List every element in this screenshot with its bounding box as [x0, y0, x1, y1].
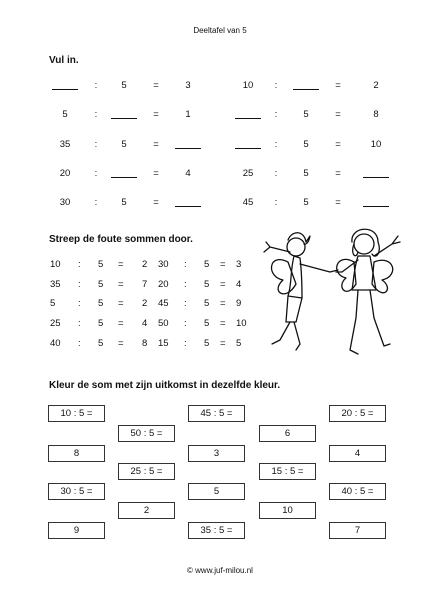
- exercise-token: :: [274, 109, 278, 120]
- sum-token: =: [220, 279, 226, 290]
- exercise-token: 5: [121, 80, 127, 91]
- sum-token: 8: [142, 338, 148, 349]
- match-box[interactable]: 20 : 5 =: [329, 405, 386, 422]
- sum-token: =: [118, 318, 124, 329]
- exercise-token: =: [153, 109, 159, 120]
- exercise-token: =: [153, 197, 159, 208]
- exercise-token: 5: [62, 109, 68, 120]
- exercise-token: =: [335, 168, 341, 179]
- answer-blank[interactable]: [52, 89, 78, 90]
- sum-token: 4: [236, 279, 242, 290]
- exercise-token: :: [94, 197, 98, 208]
- page-title: Deeltafel van 5: [193, 26, 247, 35]
- exercise-token: :: [94, 80, 98, 91]
- sum-token: =: [118, 298, 124, 309]
- exercise-token: 5: [303, 168, 309, 179]
- sum-token: 7: [142, 279, 148, 290]
- sum-token: 15: [158, 338, 169, 349]
- sum-token: 5: [98, 338, 104, 349]
- match-box[interactable]: 7: [329, 522, 386, 539]
- sum-token: :: [184, 318, 187, 329]
- match-box[interactable]: 45 : 5 =: [188, 405, 245, 422]
- sum-token: 5: [204, 259, 210, 270]
- sum-token: =: [118, 259, 124, 270]
- answer-blank[interactable]: [363, 206, 389, 207]
- exercise-token: =: [335, 80, 341, 91]
- answer-blank[interactable]: [235, 118, 261, 119]
- sum-token: 5: [236, 338, 242, 349]
- sum-token: 2: [142, 259, 148, 270]
- sum-token: :: [78, 259, 81, 270]
- footer-copyright: © www.juf-milou.nl: [187, 566, 253, 575]
- sum-token: :: [78, 338, 81, 349]
- match-box[interactable]: 8: [48, 445, 105, 462]
- sum-token: =: [118, 279, 124, 290]
- exercise-token: :: [94, 168, 98, 179]
- exercise-token: 5: [303, 197, 309, 208]
- sum-token: 5: [204, 318, 210, 329]
- sum-token: 5: [50, 298, 56, 309]
- sum-token: 2: [142, 298, 148, 309]
- answer-blank[interactable]: [111, 177, 137, 178]
- exercise-token: 10: [370, 139, 382, 150]
- exercise-token: =: [335, 139, 341, 150]
- sum-token: 5: [98, 318, 104, 329]
- section-heading-color-match: Kleur de som met zijn uitkomst in dezelfde kleur.: [49, 380, 281, 391]
- exercise-token: =: [153, 168, 159, 179]
- section-heading-cross-out: Streep de foute sommen door.: [49, 234, 193, 245]
- answer-blank[interactable]: [175, 206, 201, 207]
- exercise-token: 5: [303, 139, 309, 150]
- exercise-token: 1: [185, 109, 191, 120]
- exercise-token: 4: [185, 168, 191, 179]
- exercise-token: 8: [373, 109, 379, 120]
- sum-token: 9: [236, 298, 242, 309]
- match-box[interactable]: 50 : 5 =: [118, 425, 175, 442]
- match-box[interactable]: 2: [118, 502, 175, 519]
- answer-blank[interactable]: [175, 148, 201, 149]
- match-box[interactable]: 10: [259, 502, 316, 519]
- exercise-token: =: [335, 197, 341, 208]
- exercise-token: 20: [59, 168, 71, 179]
- match-box[interactable]: 9: [48, 522, 105, 539]
- exercise-token: 5: [121, 197, 127, 208]
- sum-token: :: [78, 318, 81, 329]
- exercise-token: :: [274, 139, 278, 150]
- sum-token: 5: [204, 298, 210, 309]
- sum-token: 5: [98, 259, 104, 270]
- sum-token: :: [184, 298, 187, 309]
- exercise-token: =: [153, 139, 159, 150]
- sum-token: 5: [98, 279, 104, 290]
- answer-blank[interactable]: [111, 118, 137, 119]
- exercise-token: 45: [242, 197, 254, 208]
- exercise-token: 3: [185, 80, 191, 91]
- sum-token: 10: [50, 259, 61, 270]
- match-box[interactable]: 6: [259, 425, 316, 442]
- sum-token: 30: [158, 259, 169, 270]
- sum-token: 10: [236, 318, 247, 329]
- exercise-token: :: [94, 109, 98, 120]
- answer-blank[interactable]: [235, 148, 261, 149]
- exercise-token: 30: [59, 197, 71, 208]
- sum-token: 20: [158, 279, 169, 290]
- sum-token: 25: [50, 318, 61, 329]
- sum-token: 40: [50, 338, 61, 349]
- match-box[interactable]: 10 : 5 =: [48, 405, 105, 422]
- exercise-token: =: [335, 109, 341, 120]
- match-box[interactable]: 4: [329, 445, 386, 462]
- exercise-token: :: [274, 168, 278, 179]
- exercise-token: 10: [242, 80, 254, 91]
- sum-token: =: [220, 318, 226, 329]
- exercise-token: 35: [59, 139, 71, 150]
- sum-token: 4: [142, 318, 148, 329]
- match-box[interactable]: 25 : 5 =: [118, 463, 175, 480]
- answer-blank[interactable]: [363, 177, 389, 178]
- exercise-token: 25: [242, 168, 254, 179]
- sum-token: =: [220, 298, 226, 309]
- exercise-token: =: [153, 80, 159, 91]
- sum-token: 5: [204, 279, 210, 290]
- sum-token: 5: [98, 298, 104, 309]
- fairies-illustration: [258, 222, 408, 372]
- exercise-token: 5: [121, 139, 127, 150]
- sum-token: :: [78, 298, 81, 309]
- sum-token: 45: [158, 298, 169, 309]
- sum-token: :: [184, 279, 187, 290]
- section-heading-fill-in: Vul in.: [49, 55, 79, 66]
- exercise-token: :: [274, 80, 278, 91]
- match-box[interactable]: 15 : 5 =: [259, 463, 316, 480]
- match-box[interactable]: 5: [188, 483, 245, 500]
- sum-token: :: [78, 279, 81, 290]
- sum-token: =: [220, 259, 226, 270]
- sum-token: 3: [236, 259, 242, 270]
- sum-token: 5: [204, 338, 210, 349]
- exercise-token: 5: [303, 109, 309, 120]
- match-box[interactable]: 40 : 5 =: [329, 483, 386, 500]
- sum-token: :: [184, 259, 187, 270]
- match-box[interactable]: 30 : 5 =: [48, 483, 105, 500]
- exercise-token: 2: [373, 80, 379, 91]
- match-box[interactable]: 3: [188, 445, 245, 462]
- answer-blank[interactable]: [293, 89, 319, 90]
- sum-token: =: [118, 338, 124, 349]
- match-box[interactable]: 35 : 5 =: [188, 522, 245, 539]
- exercise-token: :: [94, 139, 98, 150]
- sum-token: =: [220, 338, 226, 349]
- exercise-token: :: [274, 197, 278, 208]
- sum-token: 50: [158, 318, 169, 329]
- sum-token: 35: [50, 279, 61, 290]
- sum-token: :: [184, 338, 187, 349]
